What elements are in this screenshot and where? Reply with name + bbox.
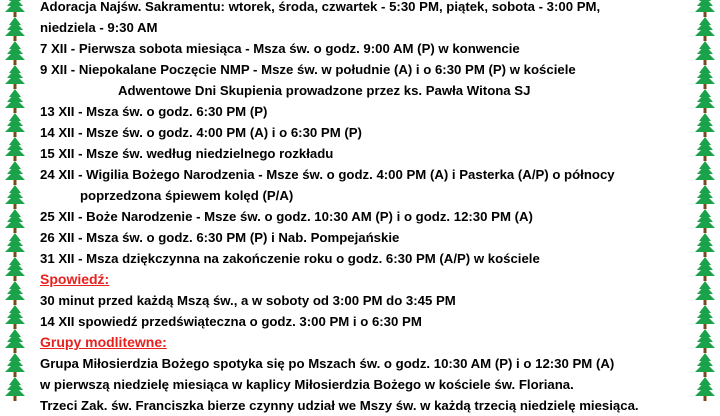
christmas-tree-icon [694,16,716,42]
christmas-tree-icon [4,184,26,210]
christmas-tree-icon [694,232,716,258]
prayer-groups-line-3: Trzeci Zak. św. Franciszka bierze czynny udział we Mszy św. w każdą trzecią niedzielę miesiąca. [40,398,639,413]
christmas-tree-icon [4,256,26,282]
christmas-tree-icon [694,136,716,162]
christmas-tree-icon [694,304,716,330]
christmas-tree-icon [4,232,26,258]
confession-line-2: 14 XII spowiedź przedświąteczna o godz. 3:00 PM i o 6:30 PM [40,314,422,329]
prayer-groups-line-1: Grupa Miłosierdzia Bożego spotyka się po Mszach św. o godz. 10:30 AM (P) i o 12:30 PM (A) [40,356,615,371]
christmas-tree-icon [4,208,26,234]
christmas-tree-icon [4,328,26,354]
left-tree-border [0,0,30,400]
christmas-tree-icon [4,40,26,66]
event-13-xii: 13 XII - Msza św. o godz. 6:30 PM (P) [40,104,268,119]
event-24-xii-cont: poprzedzona śpiewem kolęd (P/A) [80,188,294,203]
christmas-tree-icon [4,352,26,378]
event-26-xii: 26 XII - Msza św. o godz. 6:30 PM (P) i Nab. Pompejańskie [40,230,400,245]
christmas-tree-icon [4,88,26,114]
adoration-line-2: niedziela - 9:30 AM [40,20,158,35]
event-15-xii: 15 XII - Msze św. według niedzielnego rozkładu [40,146,334,161]
christmas-tree-icon [694,352,716,378]
advent-retreat: Adwentowe Dni Skupienia prowadzone przez ks. Pawła Witona SJ [118,83,531,98]
christmas-tree-icon [694,160,716,186]
christmas-tree-icon [694,280,716,306]
christmas-tree-icon [694,376,716,402]
christmas-tree-icon [4,136,26,162]
christmas-tree-icon [694,256,716,282]
event-25-xii: 25 XII - Boże Narodzenie - Msze św. o godz. 10:30 AM (P) i o godz. 12:30 PM (A) [40,209,533,224]
christmas-tree-icon [694,40,716,66]
confession-heading: Spowiedź: [40,271,110,287]
christmas-tree-icon [4,112,26,138]
christmas-tree-icon [4,280,26,306]
event-7-xii: 7 XII - Pierwsza sobota miesiąca - Msza św. o godz. 9:00 AM (P) w konwencie [40,41,520,56]
prayer-groups-heading: Grupy modlitewne: [40,334,167,350]
prayer-groups-line-2: w pierwszą niedzielę miesiąca w kaplicy Miłosierdzia Bożego w kościele św. Floriana. [40,377,574,392]
christmas-tree-icon [694,328,716,354]
event-14-xii: 14 XII - Msze św. o godz. 4:00 PM (A) i o 6:30 PM (P) [40,125,362,140]
christmas-tree-icon [4,304,26,330]
christmas-tree-icon [694,88,716,114]
christmas-tree-icon [694,64,716,90]
right-tree-border [690,0,720,400]
christmas-tree-icon [4,160,26,186]
christmas-tree-icon [4,16,26,42]
christmas-tree-icon [4,64,26,90]
event-31-xii: 31 XII - Msza dziękczynna na zakończenie roku o godz. 6:30 PM (A/P) w kościele [40,251,540,266]
christmas-tree-icon [694,208,716,234]
christmas-tree-icon [694,112,716,138]
announcement-text [40,0,680,416]
event-9-xii: 9 XII - Niepokalane Poczęcie NMP - Msze św. w południe (A) i o 6:30 PM (P) w kościele [40,62,576,77]
adoration-line-1: Adoracja Najśw. Sakramentu: wtorek, środa, czwartek - 5:30 PM, piątek, sobota - 3:00 PM, [40,0,601,14]
event-24-xii: 24 XII - Wigilia Bożego Narodzenia - Msze św. o godz. 4:00 PM (A) i Pasterka (A/P) o północy [40,167,615,182]
christmas-tree-icon [4,376,26,402]
christmas-tree-icon [694,184,716,210]
confession-line-1: 30 minut przed każdą Mszą św., a w soboty od 3:00 PM do 3:45 PM [40,293,456,308]
